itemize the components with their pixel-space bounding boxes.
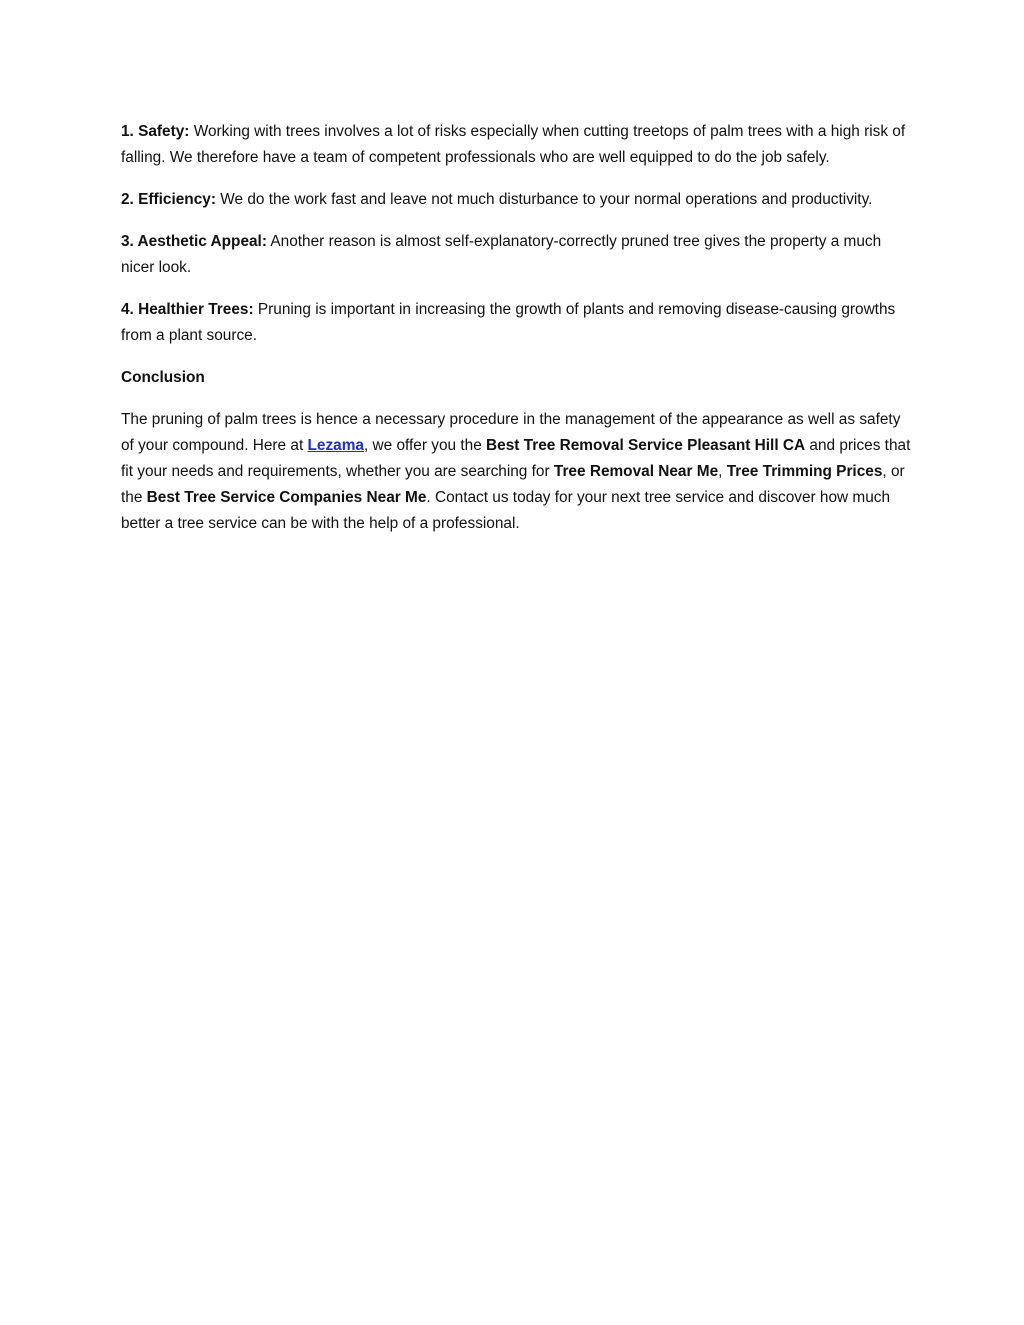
benefit-aesthetic-appeal [121,229,911,281]
keyword-tree-trimming-prices: Tree Trimming Prices [726,463,883,480]
benefit-efficiency [121,187,911,213]
benefit-text: We do the work fast and leave not much disturbance to your normal operations and productivity. [215,191,873,208]
benefit-label: 4. Healthier Trees: [121,301,254,318]
keyword-tree-removal-near-me: Tree Removal Near Me [553,463,719,480]
conclusion-text: , [718,463,727,480]
conclusion-text: , or the [121,463,905,506]
lezama-link[interactable]: Lezama [307,437,364,454]
benefit-label: 3. Aesthetic Appeal: [121,233,267,250]
conclusion-text: , we offer you the [363,437,487,454]
conclusion-text: and prices that fit your needs and requirements, whether you are searching for [121,437,911,480]
benefit-safety [121,119,911,171]
benefit-text: Working with trees involves a lot of risks especially when cutting treetops of palm trees with a high risk of falling. We therefore have a team of competent professionals who are well equipped to do the job safely. [121,123,906,166]
conclusion-heading: Conclusion [121,369,205,386]
benefit-text: Another reason is almost self-explanatory-correctly pruned tree gives the property a much nicer look. [121,233,882,276]
conclusion-paragraph [121,407,911,537]
conclusion-text: . Contact us today for your next tree service and discover how much better a tree service can be with the help of a professional. [121,489,891,532]
keyword-best-tree-service-companies: Best Tree Service Companies Near Me [146,489,427,506]
benefit-healthier-trees [121,297,911,349]
benefit-label: 1. Safety: [121,123,190,140]
document-page [121,119,911,553]
keyword-best-tree-removal: Best Tree Removal Service Pleasant Hill CA [486,437,806,454]
conclusion-text: The pruning of palm trees is hence a necessary procedure in the management of the appearance as well as safety of your compound. Here at [121,411,901,454]
benefit-text: Pruning is important in increasing the growth of plants and removing disease-causing growths from a plant source. [121,301,896,344]
benefit-label: 2. Efficiency: [121,191,216,208]
